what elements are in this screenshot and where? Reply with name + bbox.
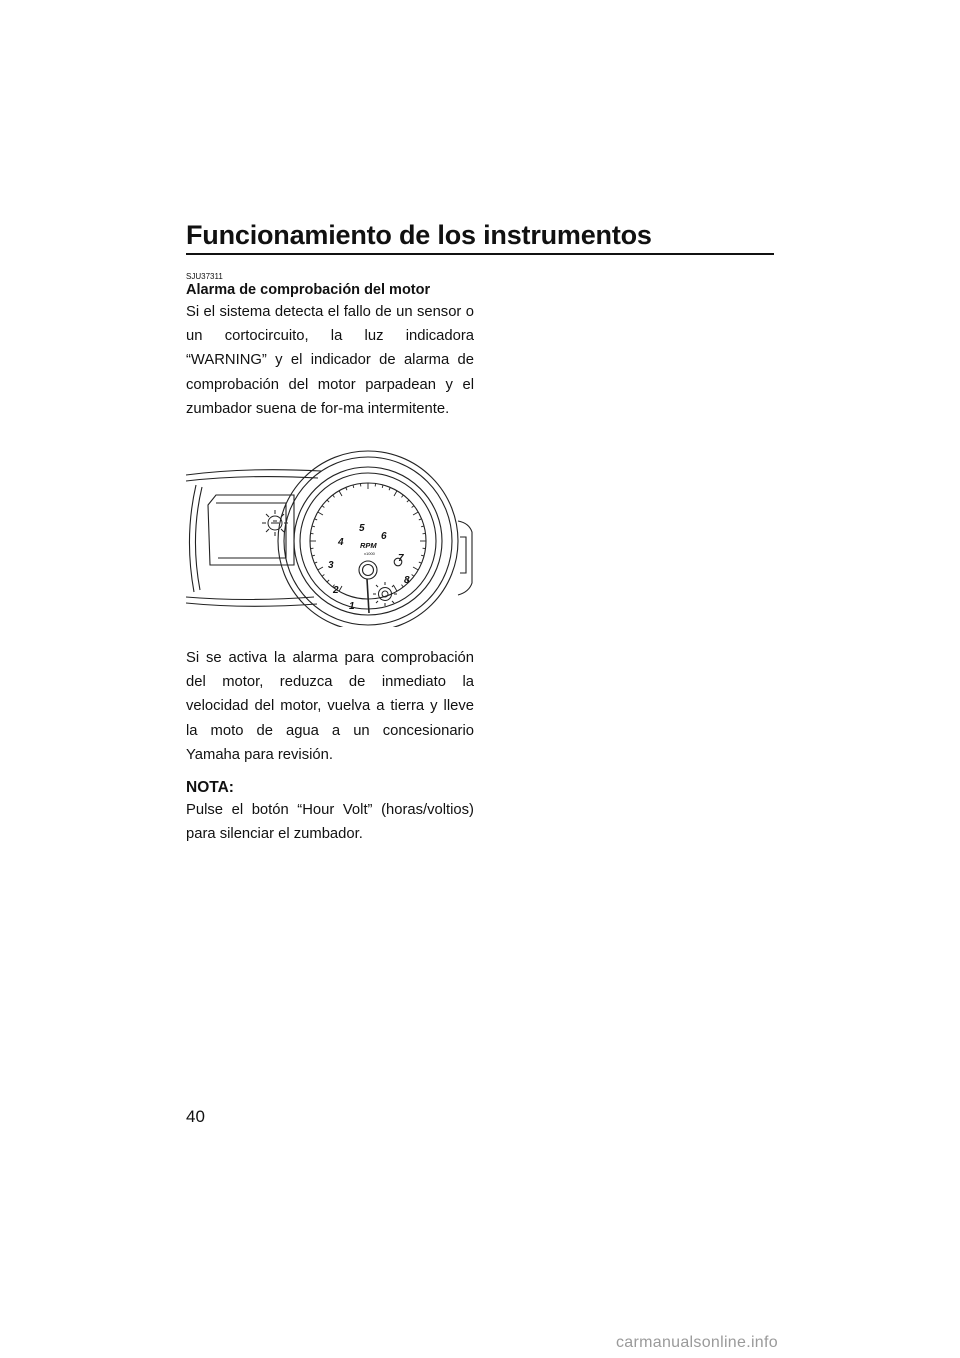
gauge-tick	[353, 485, 354, 488]
gauge-tick	[394, 586, 397, 591]
dial-number: 6	[381, 531, 387, 543]
gauge-tick	[318, 512, 323, 515]
gauge-tick	[394, 491, 397, 496]
page-number: 40	[186, 1107, 205, 1126]
section-heading: Alarma de comprobación del motor	[186, 282, 431, 298]
gauge-tick	[327, 500, 329, 502]
gauge-tick	[421, 526, 424, 527]
dial-number: 1	[349, 601, 355, 613]
dial-number: 5	[359, 523, 365, 535]
gauge-tick	[327, 580, 329, 582]
gauge-tick	[412, 506, 414, 508]
gauge-tick	[389, 487, 390, 490]
gauge-tick	[322, 506, 324, 508]
dial-number: 4	[338, 537, 344, 549]
dial-number: 8	[404, 575, 410, 587]
gauge-tick	[421, 555, 424, 556]
gauge-tick	[322, 574, 324, 576]
gauge-tick	[314, 519, 317, 520]
title-divider	[186, 253, 774, 255]
dial-number: 3	[328, 560, 334, 572]
dial-number: 7	[398, 553, 404, 565]
paragraph-intro: Si el sistema detecta el fallo de un sensor o un cortocircuito, la luz indicadora “WARNING” y el indicador de alarma de comprobación del motor parpadean y el zumbador suena de for-ma intermitente.	[186, 304, 474, 417]
gauge-tick	[339, 491, 342, 496]
gauge-tick	[419, 562, 422, 563]
gauge-tick	[382, 485, 383, 488]
paragraph-action: Si se activa la alarma para comprobación del motor, reduzca de inmediato la velocidad del motor, vuelva a tierra y lleve la moto de agua a un concesionario Yamaha para revisión.	[186, 650, 474, 763]
page-title: Funcionamiento de los instrumentos	[186, 220, 652, 250]
note-heading: NOTA:	[186, 779, 234, 797]
content-column	[186, 272, 474, 846]
gauge-tick	[312, 555, 315, 556]
gauge-tick	[401, 495, 403, 497]
gauge-tick	[339, 586, 342, 591]
gauge-tick	[407, 500, 409, 502]
gauge-tick	[314, 562, 317, 563]
gauge-tick	[413, 567, 418, 570]
gauge-tick	[413, 512, 418, 515]
note-text: Pulse el botón “Hour Volt” (horas/voltios) para silenciar el zumbador.	[186, 802, 474, 843]
gauge-unit: x1000	[364, 551, 375, 557]
gauge-tick	[312, 526, 315, 527]
gauge-tick	[346, 487, 347, 490]
dial-number: 2	[333, 585, 339, 597]
gauge-tick	[412, 574, 414, 576]
gauge-label: RPM	[360, 541, 377, 551]
footer-watermark: carmanualsonline.info	[616, 1334, 778, 1351]
gauge-tick	[419, 519, 422, 520]
section-code: SJU37311	[186, 272, 223, 281]
gauge-tick	[333, 495, 335, 497]
engine-check-flash-icon	[373, 582, 397, 606]
gauge-tick	[318, 567, 323, 570]
instrument-panel-illustration	[186, 437, 474, 627]
